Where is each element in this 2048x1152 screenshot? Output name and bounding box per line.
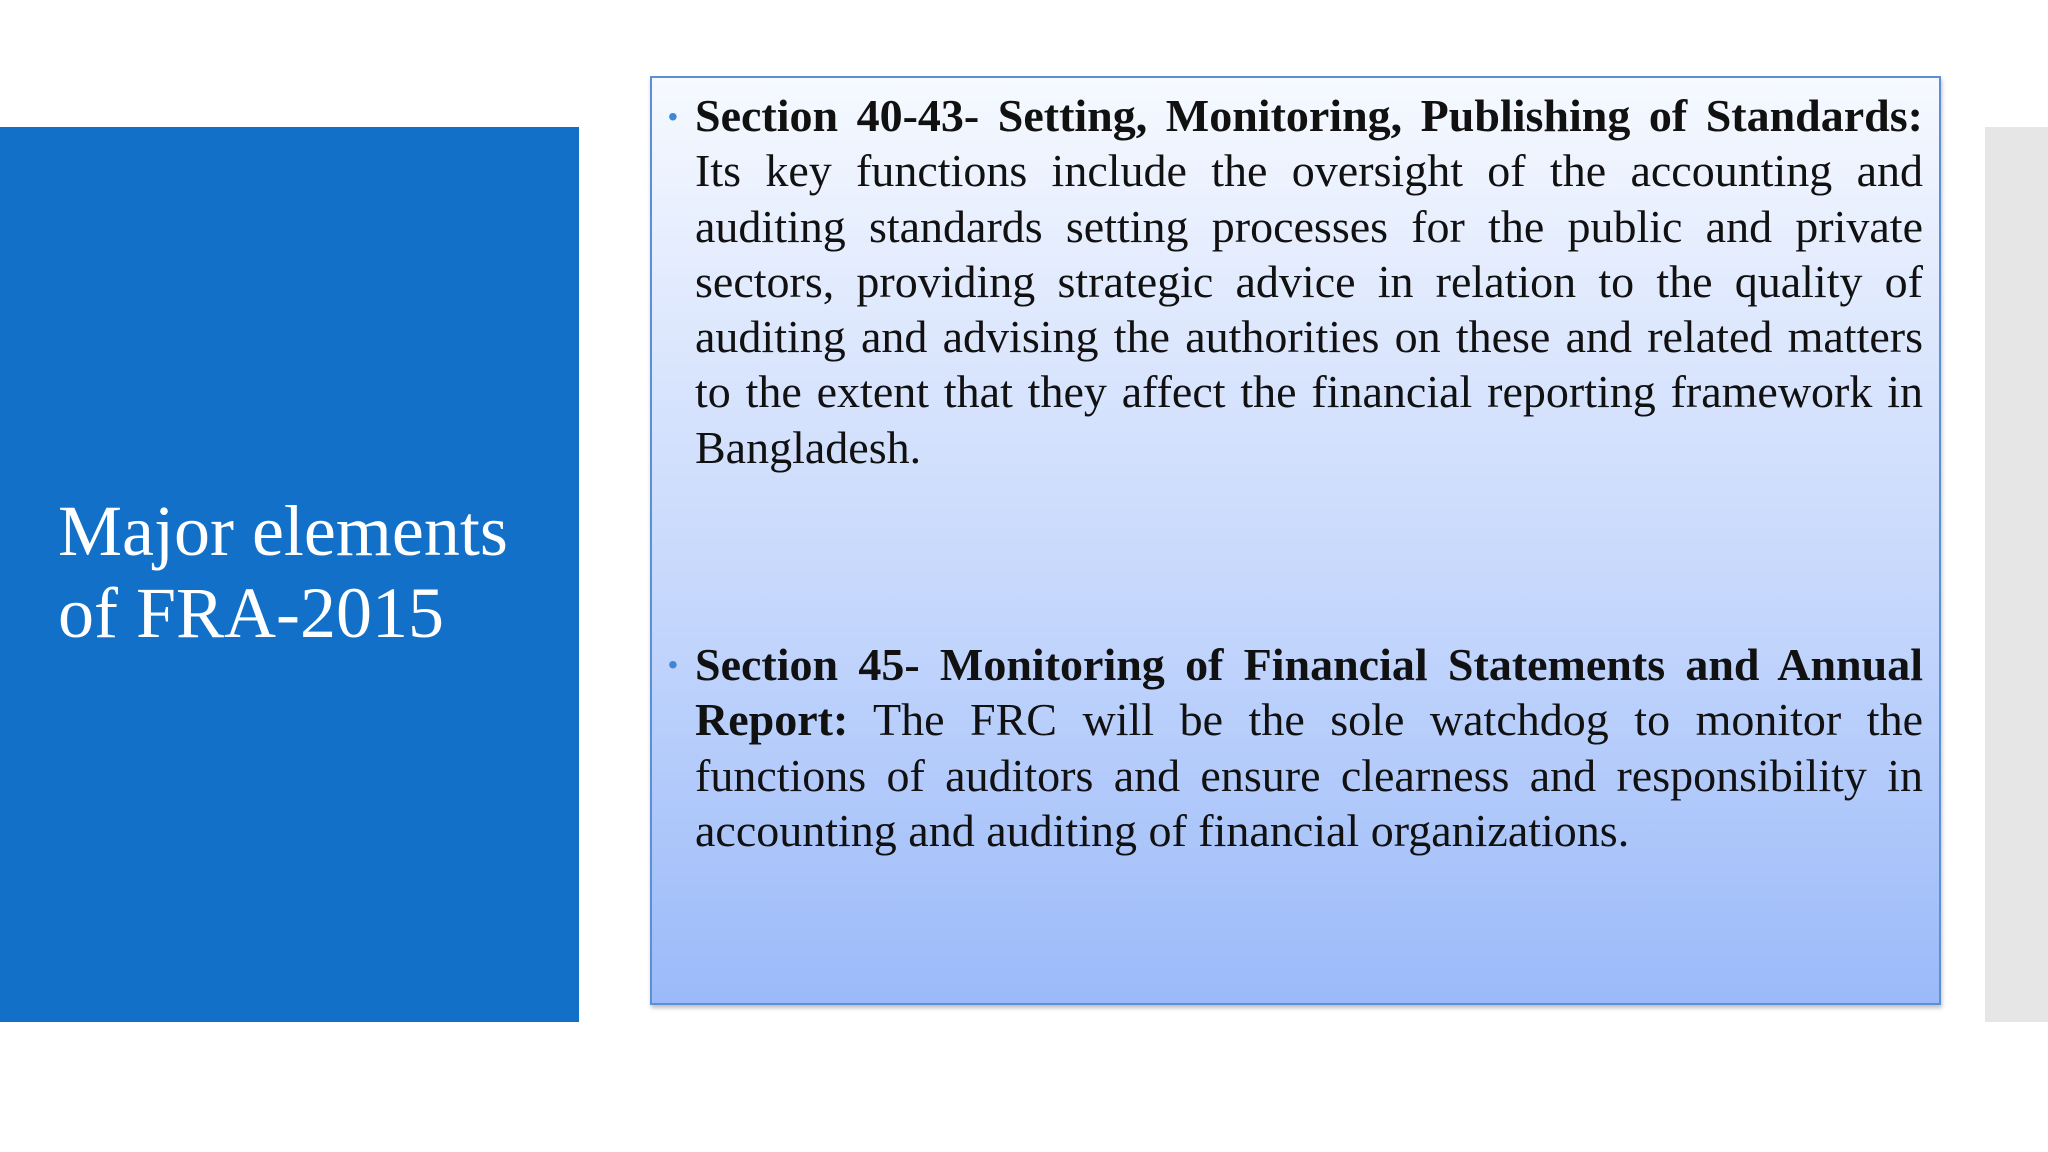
bullet-marker-icon: •	[668, 649, 678, 680]
bullet-heading: Section 45- Monitoring of Financial Statements and Annual Report:	[695, 639, 1923, 746]
decorative-side-strip	[1985, 127, 2048, 1022]
bullet-body: The FRC will be the sole watchdog to monitor the functions of auditors and ensure clearness and responsibility in accounting and auditing of financial organizations.	[695, 694, 1923, 856]
bullet-marker-icon: •	[668, 101, 678, 132]
bullet-item	[695, 637, 1923, 858]
content-box	[650, 76, 1941, 1005]
slide-title: Major elements of FRA-2015	[58, 491, 508, 653]
bullet-body: Its key functions include the oversight of the accounting and auditing standards setting processes for the public and private sectors, providing strategic advice in relation to the quality of auditing and advising the authorities on these and related matters to the extent that they affect the financial reporting framework in Bangladesh.	[695, 145, 1923, 473]
bullet-heading: Section 40-43- Setting, Monitoring, Publishing of Standards:	[695, 90, 1923, 141]
bullet-item	[695, 88, 1923, 475]
